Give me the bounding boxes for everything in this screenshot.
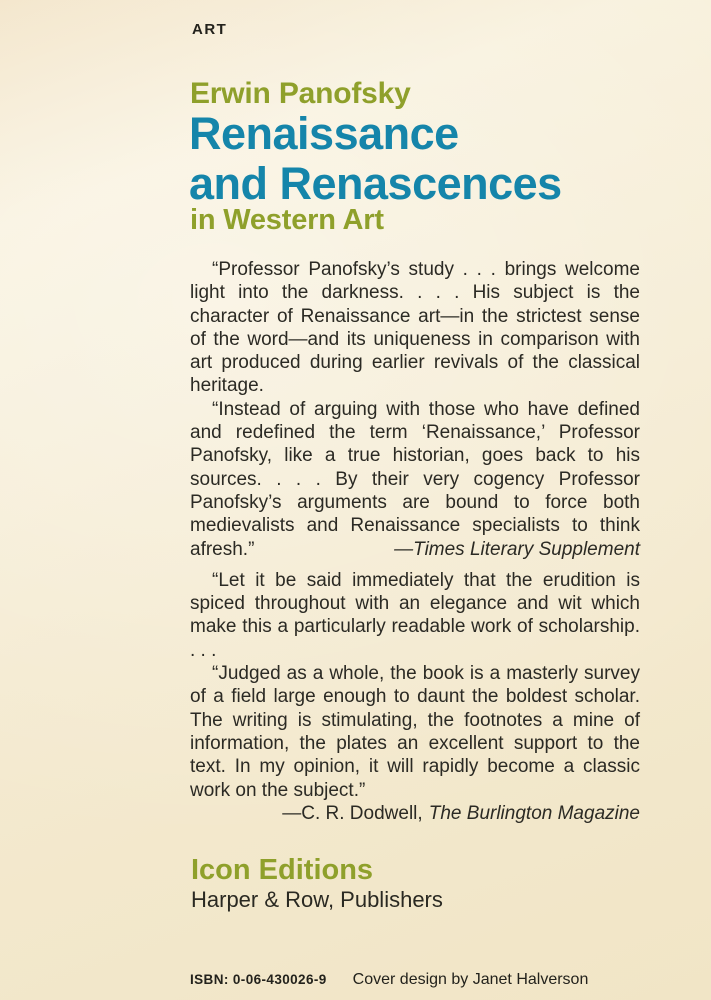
quote-paragraph-3: “Let it be said immediately that the erudition is spiced throughout with an elegance and wit which make this a particularly readable work of scholarship. . . . — [190, 569, 640, 661]
publisher-name: Harper & Row, Publishers — [191, 887, 443, 912]
quote-paragraph-2 — [190, 398, 640, 561]
quote-paragraph-1: “Professor Panofsky’s study . . . brings welcome light into the darkness. . . . His subject is the character of Renaissance art—in the strictest sense of the word—and its uniqueness in comparison with art produced during earlier revivals of the classical heritage. — [190, 259, 640, 397]
category-label: ART — [192, 21, 228, 38]
attribution-source-title: The Burlington Magazine — [428, 802, 640, 824]
cover-design-credit: Cover design by Janet Halverson — [352, 971, 589, 988]
quote-paragraph-4: “Judged as a whole, the book is a masterly survey of a field large enough to daunt the boldest scholar. The writing is stimulating, the footnotes a mine of information, the plates an excellent support to the text. In my opinion, it will rapidly become a classic work on the subject.” — [190, 663, 640, 801]
isbn-label: ISBN: 0-06-430026-9 — [190, 972, 327, 987]
quote-paragraph-2-text: “Instead of arguing with those who have defined and redefined the term ‘Renaissance,’ Professor Panofsky, like a true historian, goes back to his sources. . . . By their very cogency Professor Panofsky’s arguments are bound to force both medievalists and Renaissance specialists to think afresh.” — [190, 398, 640, 560]
book-title-line1: Renaissance — [189, 108, 459, 159]
attribution-burlington-magazine — [190, 802, 640, 825]
book-title — [189, 109, 562, 209]
book-title-line2: and Renascences — [189, 158, 562, 209]
attribution-times-literary-supplement: —Times Literary Supplement — [394, 538, 640, 560]
attribution-reviewer-name: —C. R. Dodwell, — [282, 802, 423, 824]
imprint-name: Icon Editions — [191, 854, 374, 886]
review-quotes — [190, 258, 640, 825]
book-subtitle: in Western Art — [190, 204, 384, 236]
footer-line — [190, 971, 650, 989]
author-name: Erwin Panofsky — [190, 77, 411, 110]
